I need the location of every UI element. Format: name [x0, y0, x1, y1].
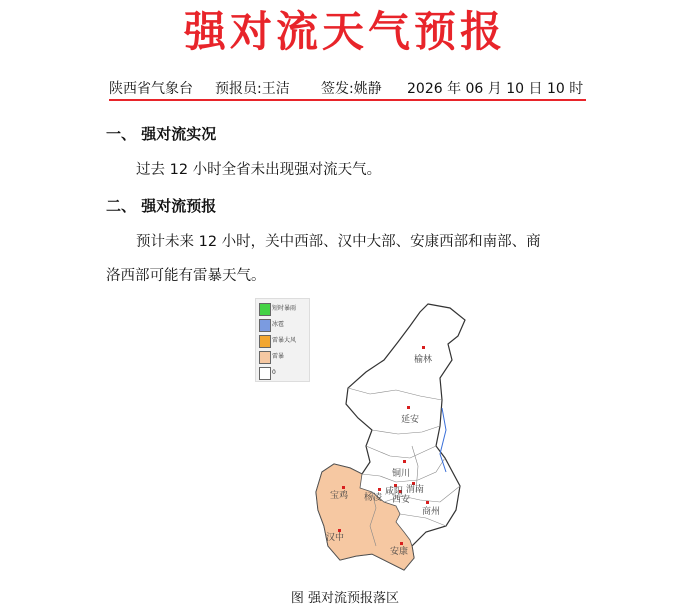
forecaster: 预报员:王洁 [215, 81, 290, 97]
city-label-hanzhong: 汉中 [326, 533, 345, 543]
city-label-shangzhou: 商州 [422, 507, 441, 517]
shaanxi-forecast-map [300, 296, 480, 580]
section-heading-forecast: 二、 强对流预报 [106, 197, 217, 215]
city-label-xian: 西安 [392, 495, 411, 505]
header-info-line [109, 78, 586, 100]
city-label-tongchuan: 铜川 [392, 469, 411, 479]
legend-item: 短时暴雨 [259, 303, 309, 315]
issuing-office: 陕西省气象台 [109, 81, 193, 97]
legend-swatch [259, 367, 271, 380]
city-label-yangling: 杨凌 [364, 493, 383, 503]
section-heading-observation: 一、 强对流实况 [106, 125, 217, 143]
observation-text: 过去 12 小时全省未出现强对流天气。 [136, 162, 382, 178]
document-title: 强对流天气预报 [183, 7, 506, 56]
city-label-weinan: 渭南 [406, 485, 425, 495]
forecast-text-line-1: 预计未来 12 小时，关中西部、汉中大部、安康西部和南部、商 [136, 234, 541, 250]
legend-swatch [259, 351, 271, 364]
legend-item: 雷暴 [259, 351, 309, 363]
header-divider [109, 99, 586, 101]
legend-swatch [259, 303, 271, 316]
issue-datetime: 2026 年 06 月 10 日 10 时 [407, 81, 584, 97]
city-label-ankang: 安康 [390, 547, 409, 557]
legend-swatch [259, 335, 271, 348]
legend-item: 雷暴大风 [259, 335, 309, 347]
figure-caption: 图 强对流预报落区 [290, 591, 400, 606]
city-label-xianyang: 咸阳 [385, 487, 404, 497]
city-label-yulin: 榆林 [414, 355, 433, 365]
legend-swatch [259, 319, 271, 332]
city-label-yanan: 延安 [401, 415, 420, 425]
forecast-text-line-2: 洛西部可能有雷暴天气。 [106, 268, 266, 284]
legend-item: 0 [259, 367, 309, 379]
legend-item: 冰雹 [259, 319, 309, 331]
city-label-baoji: 宝鸡 [330, 491, 349, 501]
issuer: 签发:姚静 [321, 81, 382, 97]
